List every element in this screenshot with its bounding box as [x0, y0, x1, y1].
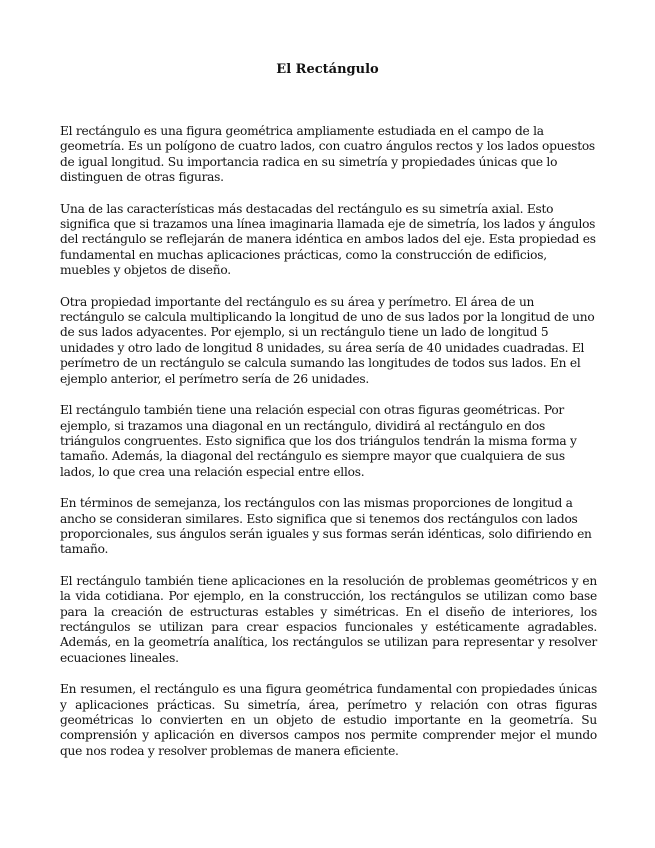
paragraph-intro: El rectángulo es una figura geométrica ampliamente estudiada en el campo de la geometría. Es un polígono de cuatro lados, con cuatro ángulos rectos y los lados opuestos de igual longitud. Su importancia radica en su simetría y propiedades únicas que lo distinguen de otras figuras.	[60, 124, 595, 185]
paragraph-symmetry: Una de las características más destacadas del rectángulo es su simetría axial. Esto significa que si trazamos una línea imaginaria llamada eje de simetría, los lados y ángulos del rectángulo se reflejarán de manera idéntica en ambos lados del eje. Esta propiedad es fundamental en muchas aplicaciones prácticas, como la construcción de edificios, muebles y objetos de diseño.	[60, 201, 596, 278]
paragraph-relations: El rectángulo también tiene una relación especial con otras figuras geométricas. Por ejemplo, si trazamos una diagonal en un rectángulo, dividirá al rectángulo en dos triángulos congruentes. Esto significa que los dos triángulos tendrán la misma forma y tamaño. Además, la diagonal del rectángulo es siempre mayor que cualquiera de sus lados, lo que crea una relación especial entre ellos.	[60, 403, 577, 479]
document-title: El Rectángulo	[276, 62, 379, 77]
paragraph-area-perimeter: Otra propiedad importante del rectángulo es su área y perímetro. El área de un rectángulo se calcula multiplicando la longitud de uno de sus lados por la longitud de uno de sus lados adyacentes. Por ejemplo, si un rectángulo tiene un lado de longitud 5 unidades y otro lado de longitud 8 unidades, su área sería de 40 unidades cuadradas. El perímetro de un rectángulo se calcula sumando las longitudes de todos sus lados. En el ejemplo anterior, el perímetro sería de 26 unidades.	[60, 294, 595, 386]
paragraph-similarity: En términos de semejanza, los rectángulos con las mismas proporciones de longitud a ancho se consideran similares. Esto significa que si tenemos dos rectángulos con lados proporcionales, sus ángulos serán iguales y sus formas serán idénticas, solo difiriendo en tamaño.	[60, 496, 592, 557]
paragraph-summary: En resumen, el rectángulo es una figura geométrica fundamental con propiedades únicas y aplicaciones prácticas. Su simetría, área, perímetro y relación con otras figuras geométricas lo convierten en un objeto de estudio importante en la geometría. Su comprensión y aplicación en diversos campos nos permite comprender mejor el mundo que nos rodea y resolver problemas de manera eficiente.	[60, 682, 597, 758]
document-body	[60, 124, 597, 775]
paragraph-applications: El rectángulo también tiene aplicaciones en la resolución de problemas geométricos y en la vida cotidiana. Por ejemplo, en la construcción, los rectángulos se utilizan como base para la creación de estructuras estables y simétricas. En el diseño de interiores, los rectángulos se utilizan para crear espacios funcionales y estéticamente agradables. Además, en la geometría analítica, los rectángulos se utilizan para representar y resolver ecuaciones lineales.	[60, 573, 597, 665]
